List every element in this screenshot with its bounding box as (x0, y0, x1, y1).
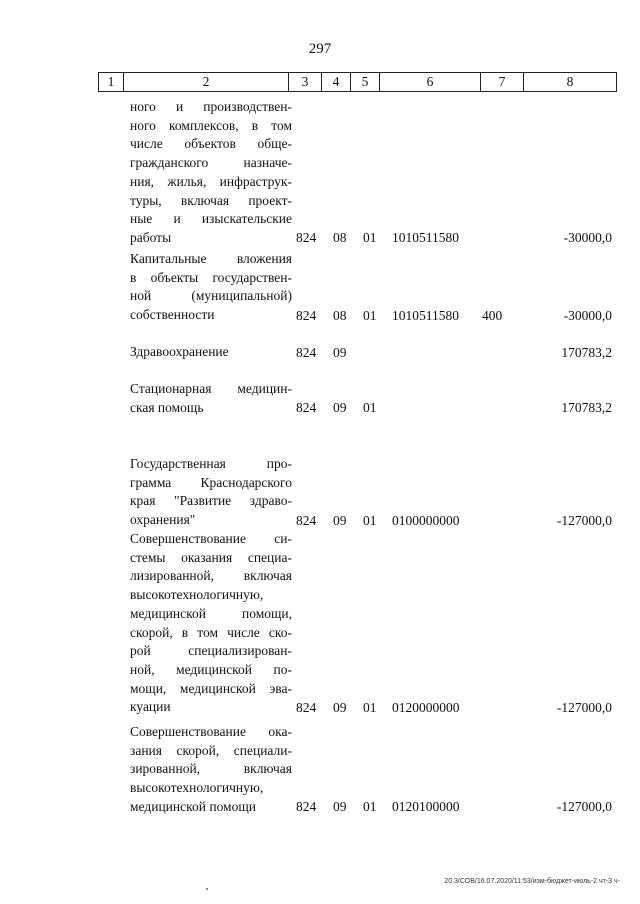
cell-grbs: 824 (296, 400, 317, 416)
row-description (130, 250, 292, 325)
description-line: Совершенствование си- (130, 531, 292, 546)
description-line: числе объектов обще- (130, 136, 292, 152)
row-description (130, 98, 292, 248)
description-line: высокотехнологичную, (130, 780, 264, 796)
description-line: грамма Краснодарского (130, 474, 292, 490)
column-header-row (99, 73, 617, 92)
description-line: зированной, включая (130, 761, 292, 777)
cell-subsection: 01 (363, 307, 377, 323)
description-line: края "Развитие здраво- (130, 493, 292, 509)
description-line: высокотехнологичную, (130, 587, 264, 603)
description-line: скорой, в том числе ско- (130, 624, 292, 640)
cell-target-article: 1010511580 (392, 230, 459, 246)
cell-amount: -30000,0 (563, 307, 612, 323)
cell-target-article: 0100000000 (392, 512, 460, 528)
description-line: собственности (130, 307, 215, 323)
cell-target-article: 0120000000 (392, 699, 460, 715)
cell-grbs: 824 (296, 230, 317, 246)
column-header-3: 3 (289, 73, 322, 92)
description-line: Здравоохранение (130, 344, 229, 359)
cell-amount: -127000,0 (556, 799, 612, 815)
row-description (130, 723, 292, 817)
column-header-8: 8 (524, 73, 617, 92)
description-line: работы (130, 229, 172, 245)
description-line: куации (130, 699, 171, 715)
cell-subsection: 01 (363, 400, 377, 416)
description-line: в объекты государствен- (130, 269, 292, 285)
cell-section: 09 (333, 400, 347, 416)
cell-target-article: 1010511580 (392, 307, 459, 323)
column-header-5: 5 (351, 73, 380, 92)
cell-amount: 170783,2 (561, 344, 612, 360)
row-description (130, 530, 292, 717)
cell-amount: -30000,0 (563, 230, 612, 246)
cell-subsection: 01 (363, 799, 377, 815)
description-line: ская помощь (130, 399, 204, 415)
description-line: Совершенствование ока- (130, 724, 292, 739)
column-header-6: 6 (380, 73, 481, 92)
cell-expense-type: 400 (482, 307, 503, 323)
column-header-table (98, 72, 617, 92)
cell-section: 09 (333, 799, 347, 815)
scan-dot (206, 888, 208, 890)
cell-grbs: 824 (296, 699, 317, 715)
description-line: Капитальные вложения (130, 251, 292, 266)
description-line: ного комплексов, в том (130, 117, 292, 133)
row-description (130, 380, 292, 417)
description-line: ния, жилья, инфраструк- (130, 173, 292, 189)
cell-amount: -127000,0 (556, 512, 612, 528)
column-header-1: 1 (99, 73, 124, 92)
cell-section: 09 (333, 699, 347, 715)
cell-amount: 170783,2 (561, 400, 612, 416)
description-line: ные и изыскательские (130, 211, 292, 227)
cell-target-article: 0120100000 (392, 799, 460, 815)
description-line: туры, включая проект- (130, 192, 292, 208)
description-line: ной (муниципальной) (130, 288, 292, 304)
cell-subsection: 01 (363, 512, 377, 528)
cell-subsection: 01 (363, 699, 377, 715)
row-description (130, 455, 292, 530)
description-line: рой специализирован- (130, 643, 292, 659)
description-line: стемы оказания специа- (130, 549, 292, 565)
description-line: зания скорой, специали- (130, 742, 292, 758)
page-number: 297 (308, 41, 332, 57)
description-line: гражданского назначе- (130, 155, 292, 171)
cell-grbs: 824 (296, 344, 317, 360)
description-line: ной, медицинской по- (130, 661, 292, 677)
description-line: Стационарная медицин- (130, 381, 292, 396)
description-line: охранения" (130, 512, 196, 528)
description-line: медицинской помощи, (130, 605, 292, 621)
description-line: ного и производствен- (130, 99, 292, 114)
description-line: лизированной, включая (130, 568, 292, 584)
description-line: медицинской помощи (130, 798, 256, 814)
cell-section: 09 (333, 344, 347, 360)
footer-stamp: 20.3/СОВ/16.07.2020/11:53/изм-бюджет-июль-2 чт-3 ч- (444, 878, 620, 885)
cell-section: 08 (333, 230, 347, 246)
row-description (130, 343, 292, 362)
description-line: Государственная про- (130, 456, 292, 471)
cell-grbs: 824 (296, 307, 317, 323)
cell-grbs: 824 (296, 512, 317, 528)
cell-subsection: 01 (363, 230, 377, 246)
cell-grbs: 824 (296, 799, 317, 815)
cell-amount: -127000,0 (556, 699, 612, 715)
column-header-7: 7 (481, 73, 524, 92)
cell-section: 08 (333, 307, 347, 323)
cell-section: 09 (333, 512, 347, 528)
column-header-4: 4 (322, 73, 351, 92)
description-line: мощи, медицинской эва- (130, 680, 292, 696)
column-header-2: 2 (124, 73, 289, 92)
